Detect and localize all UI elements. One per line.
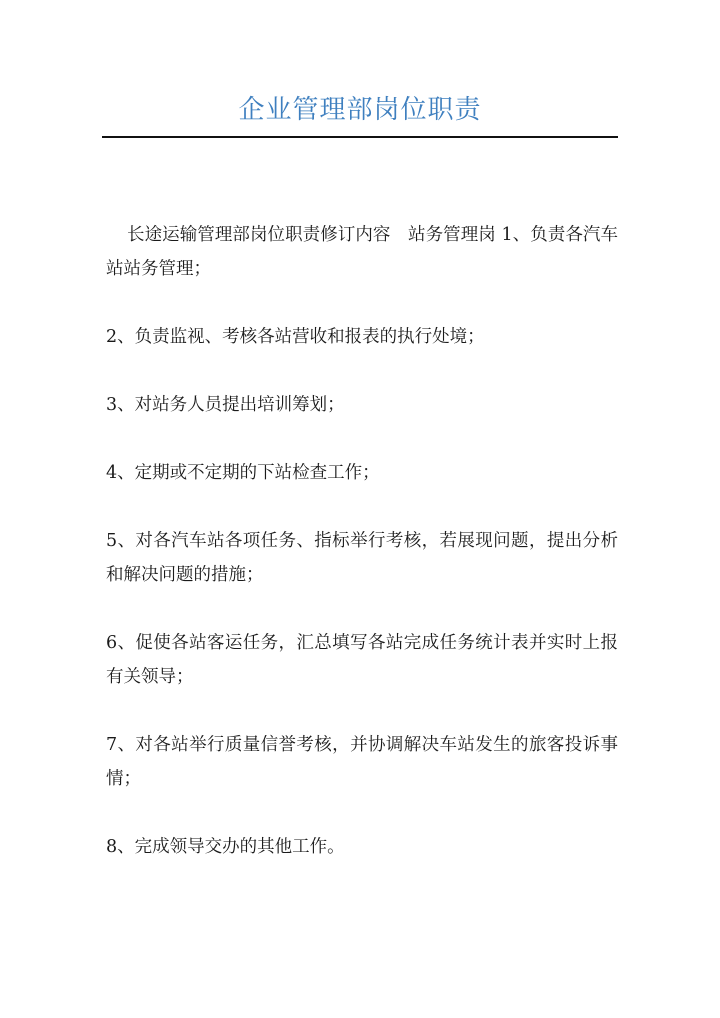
paragraph-item-8: 8、完成领导交办的其他工作。 — [106, 837, 345, 857]
paragraph-intro: 长途运输管理部岗位职责修订内容 站务管理岗 1、负责各汽车站站务管理； — [106, 225, 618, 279]
document-body — [106, 218, 618, 898]
title-divider — [102, 136, 618, 138]
paragraph-item-7: 7、对各站举行质量信誉考核，并协调解决车站发生的旅客投诉事情； — [106, 735, 618, 789]
paragraph-item-5: 5、对各汽车站各项任务、指标举行考核，若展现问题，提出分析和解决问题的措施； — [106, 531, 618, 585]
paragraph-item-2: 2、负责监视、考核各站营收和报表的执行处境； — [106, 327, 485, 347]
paragraph-item-6: 6、促使各站客运任务，汇总填写各站完成任务统计表并实时上报有关领导； — [106, 633, 618, 687]
document-title: 企业管理部岗位职责 — [238, 95, 482, 125]
paragraph-item-3: 3、对站务人员提出培训筹划； — [106, 395, 345, 415]
paragraph-item-4: 4、定期或不定期的下站检查工作； — [106, 463, 380, 483]
